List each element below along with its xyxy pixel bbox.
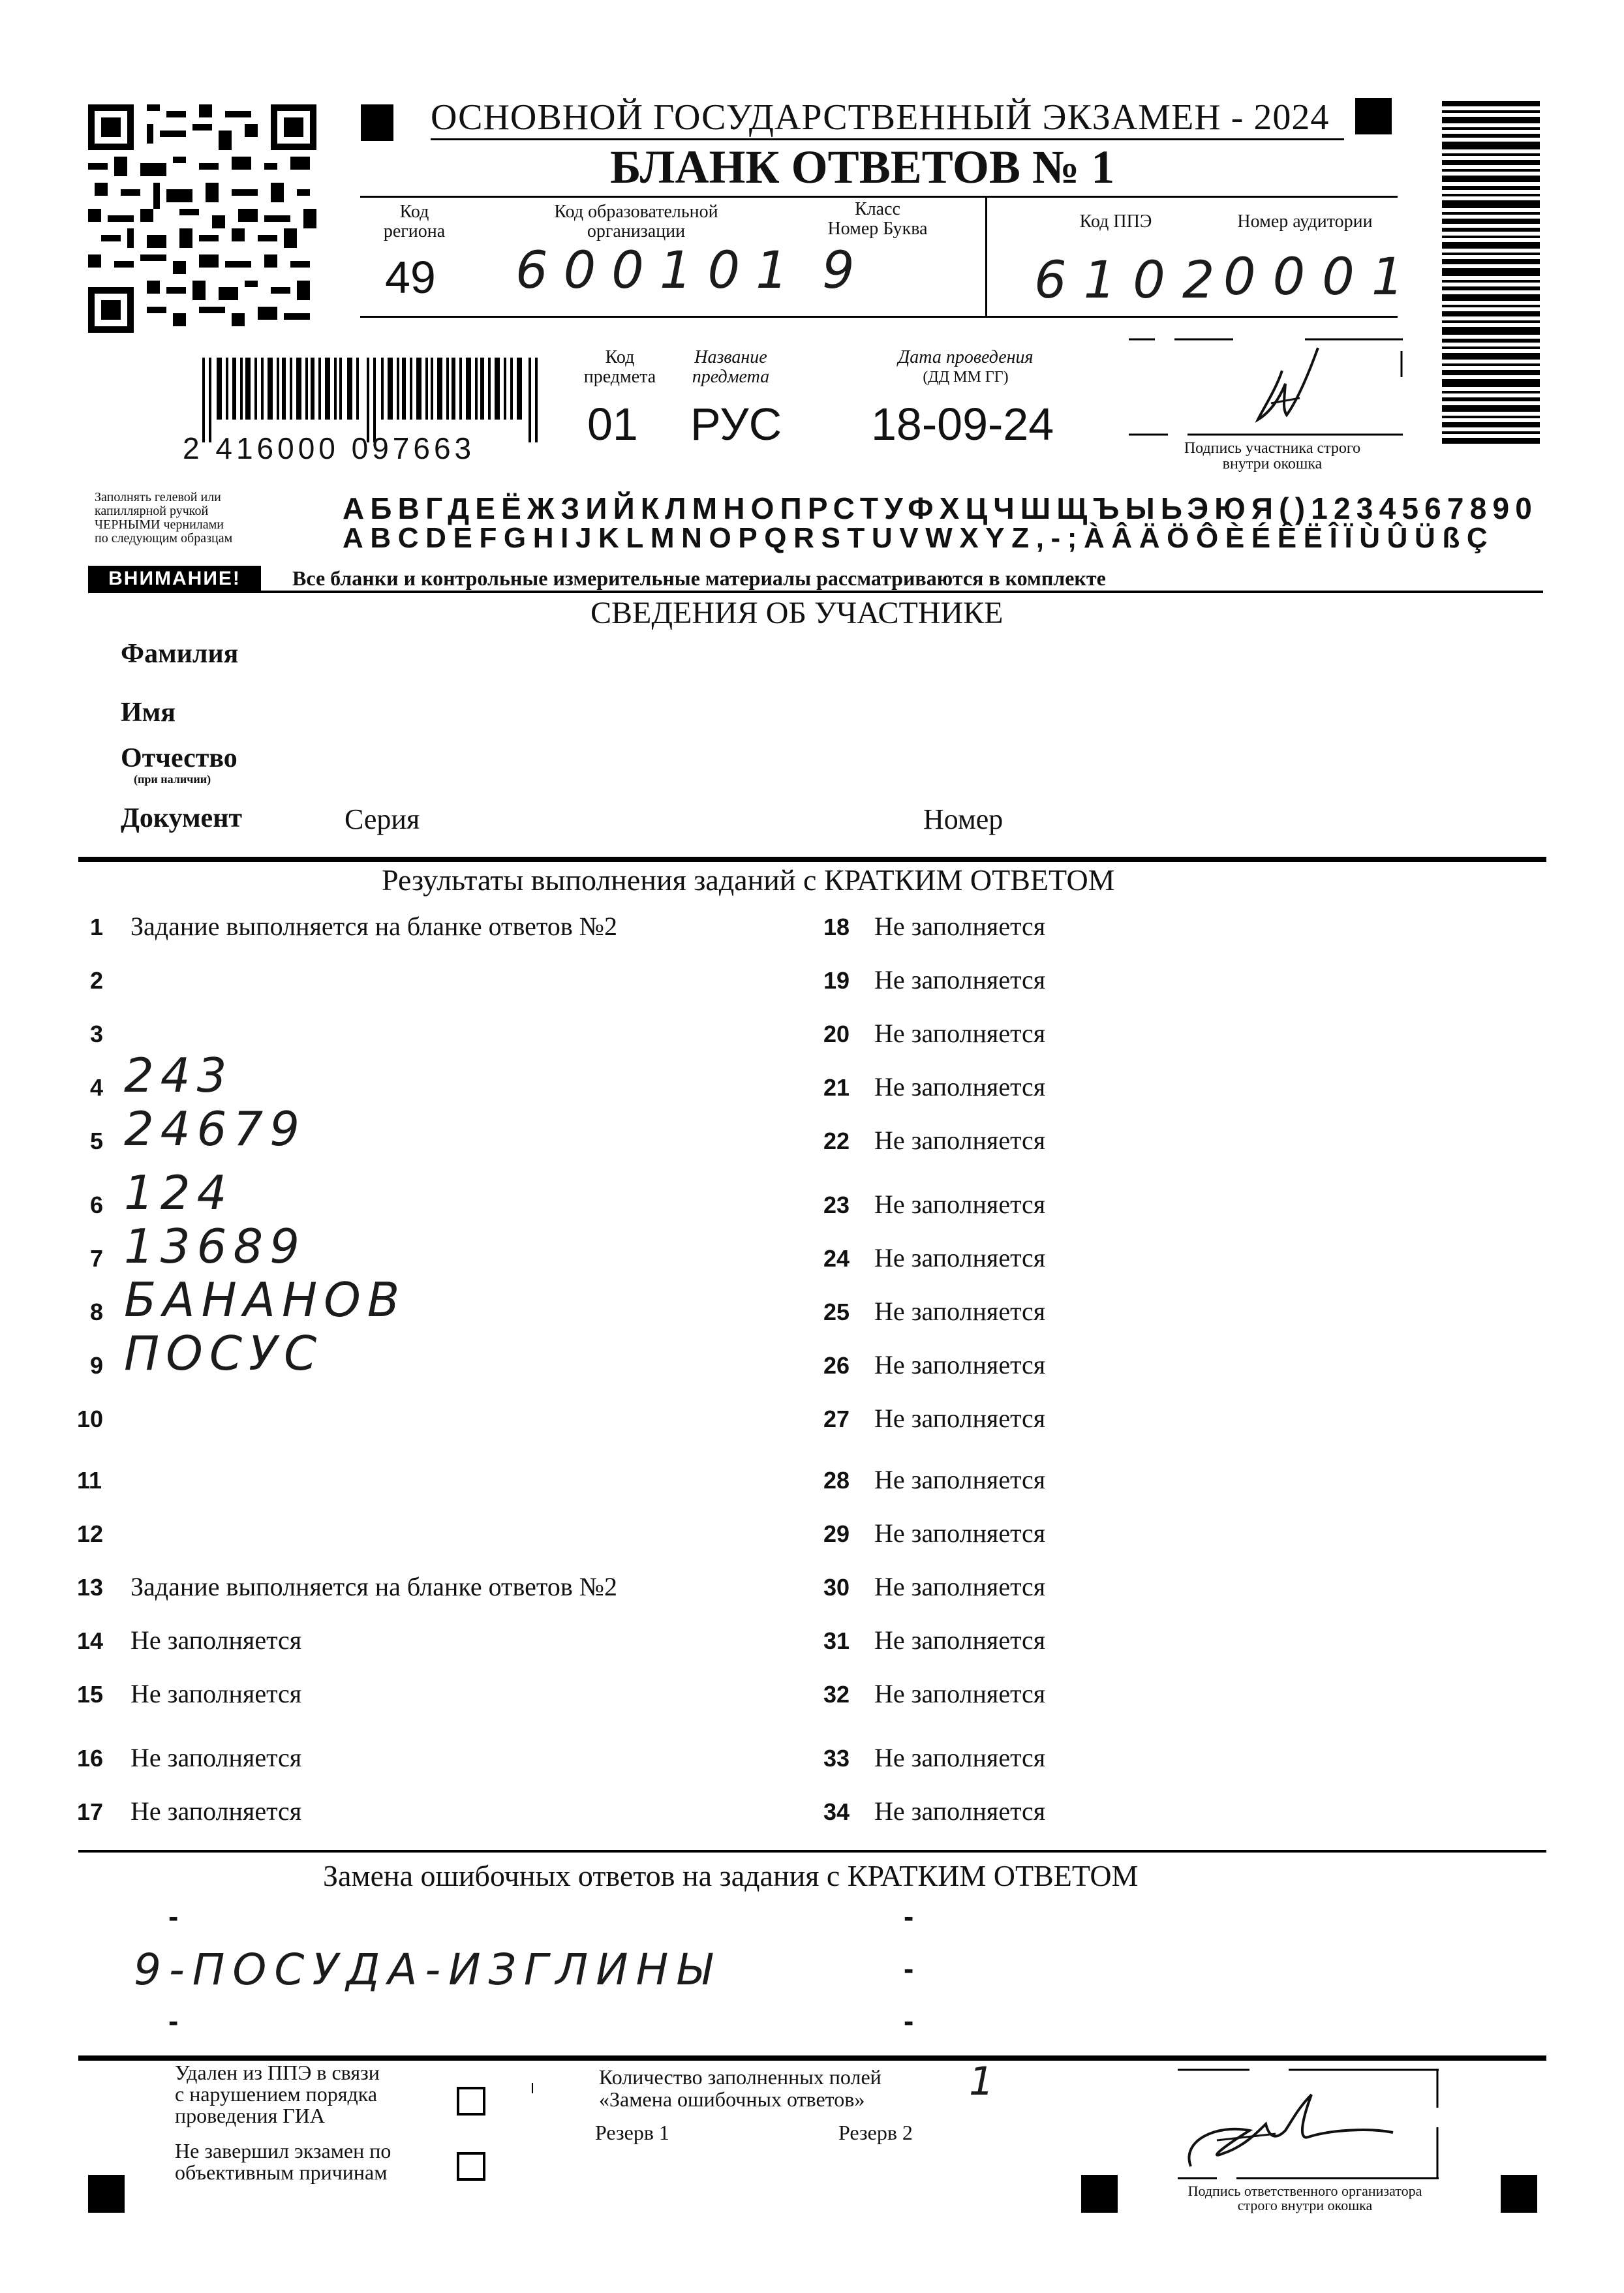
task-number-26: 26 bbox=[823, 1352, 850, 1379]
not-finished-checkbox[interactable] bbox=[457, 2152, 485, 2181]
task-number-13: 13 bbox=[77, 1574, 104, 1601]
number-label: Номер bbox=[923, 803, 1004, 835]
task-answer-26: Не заполняется bbox=[874, 1350, 1046, 1379]
task-number-29: 29 bbox=[823, 1520, 850, 1547]
room-label: Номер аудитории bbox=[1237, 211, 1373, 232]
replacement-heading: Замена ошибочных ответов на задания с КРАТКИМ ОТВЕТОМ bbox=[323, 1859, 1139, 1892]
task-number-22: 22 bbox=[823, 1128, 850, 1154]
task-number-9: 9 bbox=[90, 1352, 104, 1379]
footer-divider-tick bbox=[532, 2083, 533, 2093]
task-answer-19: Не заполняется bbox=[874, 965, 1046, 994]
corner-marker-top-right bbox=[1355, 98, 1392, 134]
task-answer-34: Не заполняется bbox=[874, 1796, 1046, 1826]
footer-top-line bbox=[78, 2055, 1546, 2061]
subject-code-value: 01 bbox=[587, 399, 638, 450]
reserve-2-label: Резерв 2 bbox=[838, 2121, 913, 2144]
task-number-19: 19 bbox=[823, 967, 850, 994]
task-answer-23: Не заполняется bbox=[874, 1190, 1046, 1219]
replacement-hand-entry: 9-ПОСУДА-ИЗГЛИНЫ bbox=[134, 1945, 720, 1995]
task-answer-27: Не заполняется bbox=[874, 1404, 1046, 1433]
organizer-signature-box bbox=[1178, 2069, 1439, 2179]
task-number-18: 18 bbox=[823, 914, 850, 940]
replacement-dash-right-3: - bbox=[904, 2004, 914, 2038]
region-label: Код региона bbox=[383, 202, 446, 241]
fill-instruction: Заполнять гелевой или капиллярной ручкой ЧЕРНЫМИ чернилами по следующим образцам bbox=[95, 490, 233, 546]
replacement-count-value: 1 bbox=[969, 2059, 994, 2104]
task-answer-31: Не заполняется bbox=[874, 1625, 1046, 1655]
exam-date-label: Дата проведения (ДД ММ ГГ) bbox=[898, 347, 1034, 386]
reserve-1-label: Резерв 1 bbox=[595, 2121, 669, 2144]
replacement-count-label: Количество заполненных полей «Замена ошибочных ответов» bbox=[599, 2065, 881, 2111]
task-answer-17: Не заполняется bbox=[130, 1796, 302, 1826]
task-number-15: 15 bbox=[77, 1681, 104, 1708]
codes-divider bbox=[985, 196, 987, 317]
task-handwritten-answer-9: ПОСУС bbox=[124, 1326, 324, 1381]
participant-signature-caption: Подпись участника строго внутри окошка bbox=[1184, 440, 1361, 472]
task-answer-13: Задание выполняется на бланке ответов №2 bbox=[130, 1572, 617, 1601]
codes-bottom-line bbox=[360, 316, 1398, 318]
task-answer-30: Не заполняется bbox=[874, 1572, 1046, 1601]
organizer-signature-caption: Подпись ответственного организатора строго внутри окошка bbox=[1187, 2183, 1422, 2213]
task-answer-32: Не заполняется bbox=[874, 1679, 1046, 1708]
task-answer-28: Не заполняется bbox=[874, 1465, 1046, 1494]
patronymic-label: Отчество bbox=[121, 743, 237, 773]
ppe-value: 6102 bbox=[1034, 251, 1232, 310]
corner-marker-bottom-middle bbox=[1081, 2175, 1118, 2213]
task-number-20: 20 bbox=[823, 1021, 850, 1047]
task-number-8: 8 bbox=[90, 1299, 104, 1325]
task-number-5: 5 bbox=[90, 1128, 104, 1154]
task-handwritten-answer-6: 124 bbox=[124, 1165, 234, 1220]
surname-label: Фамилия bbox=[121, 639, 239, 669]
corner-marker-bottom-right bbox=[1501, 2175, 1537, 2213]
task-number-23: 23 bbox=[823, 1192, 850, 1218]
task-handwritten-answer-7: 13689 bbox=[124, 1219, 307, 1274]
side-barcode bbox=[1442, 101, 1540, 444]
ppe-label: Код ППЭ bbox=[1079, 211, 1152, 232]
task-number-2: 2 bbox=[90, 967, 104, 994]
task-handwritten-answer-5: 24679 bbox=[124, 1101, 307, 1156]
corner-marker-bottom-left bbox=[88, 2175, 125, 2213]
series-label: Серия bbox=[345, 803, 420, 835]
subject-name-label: Название предмета bbox=[692, 347, 770, 387]
task-number-1: 1 bbox=[90, 914, 104, 940]
sample-latin: ABCDEFGHIJKLMNOPQRSTUVWXYZ,-;ÀÂÄÖÔÈÉÊËÎÏÙÛÜßÇ bbox=[343, 522, 1495, 554]
task-number-12: 12 bbox=[77, 1520, 104, 1547]
task-answer-20: Не заполняется bbox=[874, 1019, 1046, 1048]
exam-title: ОСНОВНОЙ ГОСУДАРСТВЕННЫЙ ЭКЗАМЕН - 2024 bbox=[431, 97, 1330, 138]
task-answer-15: Не заполняется bbox=[130, 1679, 302, 1708]
task-number-10: 10 bbox=[77, 1406, 104, 1432]
task-number-3: 3 bbox=[90, 1021, 104, 1047]
participant-signature-box bbox=[1129, 338, 1403, 436]
warning-line bbox=[88, 591, 1543, 593]
warning-badge: ВНИМАНИЕ! bbox=[88, 566, 261, 592]
task-number-14: 14 bbox=[77, 1627, 104, 1654]
task-number-21: 21 bbox=[823, 1074, 850, 1101]
task-answer-14: Не заполняется bbox=[130, 1625, 302, 1655]
task-number-6: 6 bbox=[90, 1192, 104, 1218]
task-answer-25: Не заполняется bbox=[874, 1297, 1046, 1326]
task-answer-1: Задание выполняется на бланке ответов №2 bbox=[130, 912, 617, 941]
removed-label: Удален из ППЭ в связи с нарушением порядка проведения ГИА bbox=[175, 2061, 380, 2127]
class-label: Класс Номер Буква bbox=[827, 199, 928, 239]
results-top-line bbox=[78, 857, 1546, 862]
sample-cyrillic: АБВГДЕЁЖЗИЙКЛМНОПРСТУФХЦЧШЩЪЫЬЭЮЯ()1234567890 bbox=[343, 491, 1539, 525]
qr-code bbox=[88, 104, 316, 333]
org-value: 600101 bbox=[515, 241, 804, 300]
document-label: Документ bbox=[121, 803, 243, 833]
exam-date-value: 18-09-24 bbox=[871, 399, 1054, 450]
replacement-dash-left-1: - bbox=[168, 1900, 179, 1933]
name-label: Имя bbox=[121, 698, 176, 728]
task-number-34: 34 bbox=[823, 1798, 850, 1825]
task-answer-29: Не заполняется bbox=[874, 1518, 1046, 1548]
task-handwritten-answer-8: БАНАНОВ bbox=[124, 1272, 406, 1327]
org-label: Код образовательной организации bbox=[554, 202, 718, 241]
replacement-dash-left-2: - bbox=[168, 2004, 179, 2038]
codes-top-line bbox=[360, 196, 1398, 198]
class-value: 9 bbox=[822, 241, 855, 300]
task-handwritten-answer-4: 243 bbox=[124, 1048, 234, 1103]
task-answer-16: Не заполняется bbox=[130, 1743, 302, 1772]
task-number-16: 16 bbox=[77, 1745, 104, 1772]
warning-text: Все бланки и контрольные измерительные материалы рассматриваются в комплекте bbox=[292, 566, 1106, 590]
results-bottom-line bbox=[78, 1850, 1546, 1853]
subject-name-value: РУС bbox=[690, 399, 782, 450]
task-number-24: 24 bbox=[823, 1245, 850, 1272]
not-finished-label: Не завершил экзамен по объективным причинам bbox=[175, 2139, 391, 2184]
replacement-dash-right-1: - bbox=[904, 1900, 914, 1933]
task-number-31: 31 bbox=[823, 1627, 850, 1654]
task-number-30: 30 bbox=[823, 1574, 850, 1601]
task-number-25: 25 bbox=[823, 1299, 850, 1325]
participant-heading: СВЕДЕНИЯ ОБ УЧАСТНИКЕ bbox=[590, 596, 1004, 630]
task-answer-24: Не заполняется bbox=[874, 1243, 1046, 1272]
region-value: 49 bbox=[385, 252, 436, 303]
task-number-4: 4 bbox=[90, 1074, 104, 1101]
task-answer-18: Не заполняется bbox=[874, 912, 1046, 941]
replacement-dash-right-2: - bbox=[904, 1952, 914, 1986]
task-number-33: 33 bbox=[823, 1745, 850, 1772]
linear-barcode bbox=[202, 358, 555, 442]
task-number-17: 17 bbox=[77, 1798, 104, 1825]
task-number-28: 28 bbox=[823, 1467, 850, 1494]
task-answer-33: Не заполняется bbox=[874, 1743, 1046, 1772]
task-number-7: 7 bbox=[90, 1245, 104, 1272]
form-title: БЛАНК ОТВЕТОВ № 1 bbox=[610, 141, 1115, 193]
barcode-number: 2 416000 097663 bbox=[183, 431, 476, 465]
patronymic-note: (при наличии) bbox=[134, 773, 211, 786]
removed-checkbox[interactable] bbox=[457, 2087, 485, 2116]
subject-code-label: Код предмета bbox=[583, 347, 656, 387]
task-number-27: 27 bbox=[823, 1406, 850, 1432]
task-number-11: 11 bbox=[77, 1467, 102, 1494]
room-value: 0001 bbox=[1223, 248, 1421, 307]
results-heading: Результаты выполнения заданий с КРАТКИМ ОТВЕТОМ bbox=[382, 863, 1115, 897]
task-number-32: 32 bbox=[823, 1681, 850, 1708]
corner-marker-top-left bbox=[361, 104, 393, 141]
task-answer-21: Не заполняется bbox=[874, 1072, 1046, 1101]
task-answer-22: Не заполняется bbox=[874, 1126, 1046, 1155]
